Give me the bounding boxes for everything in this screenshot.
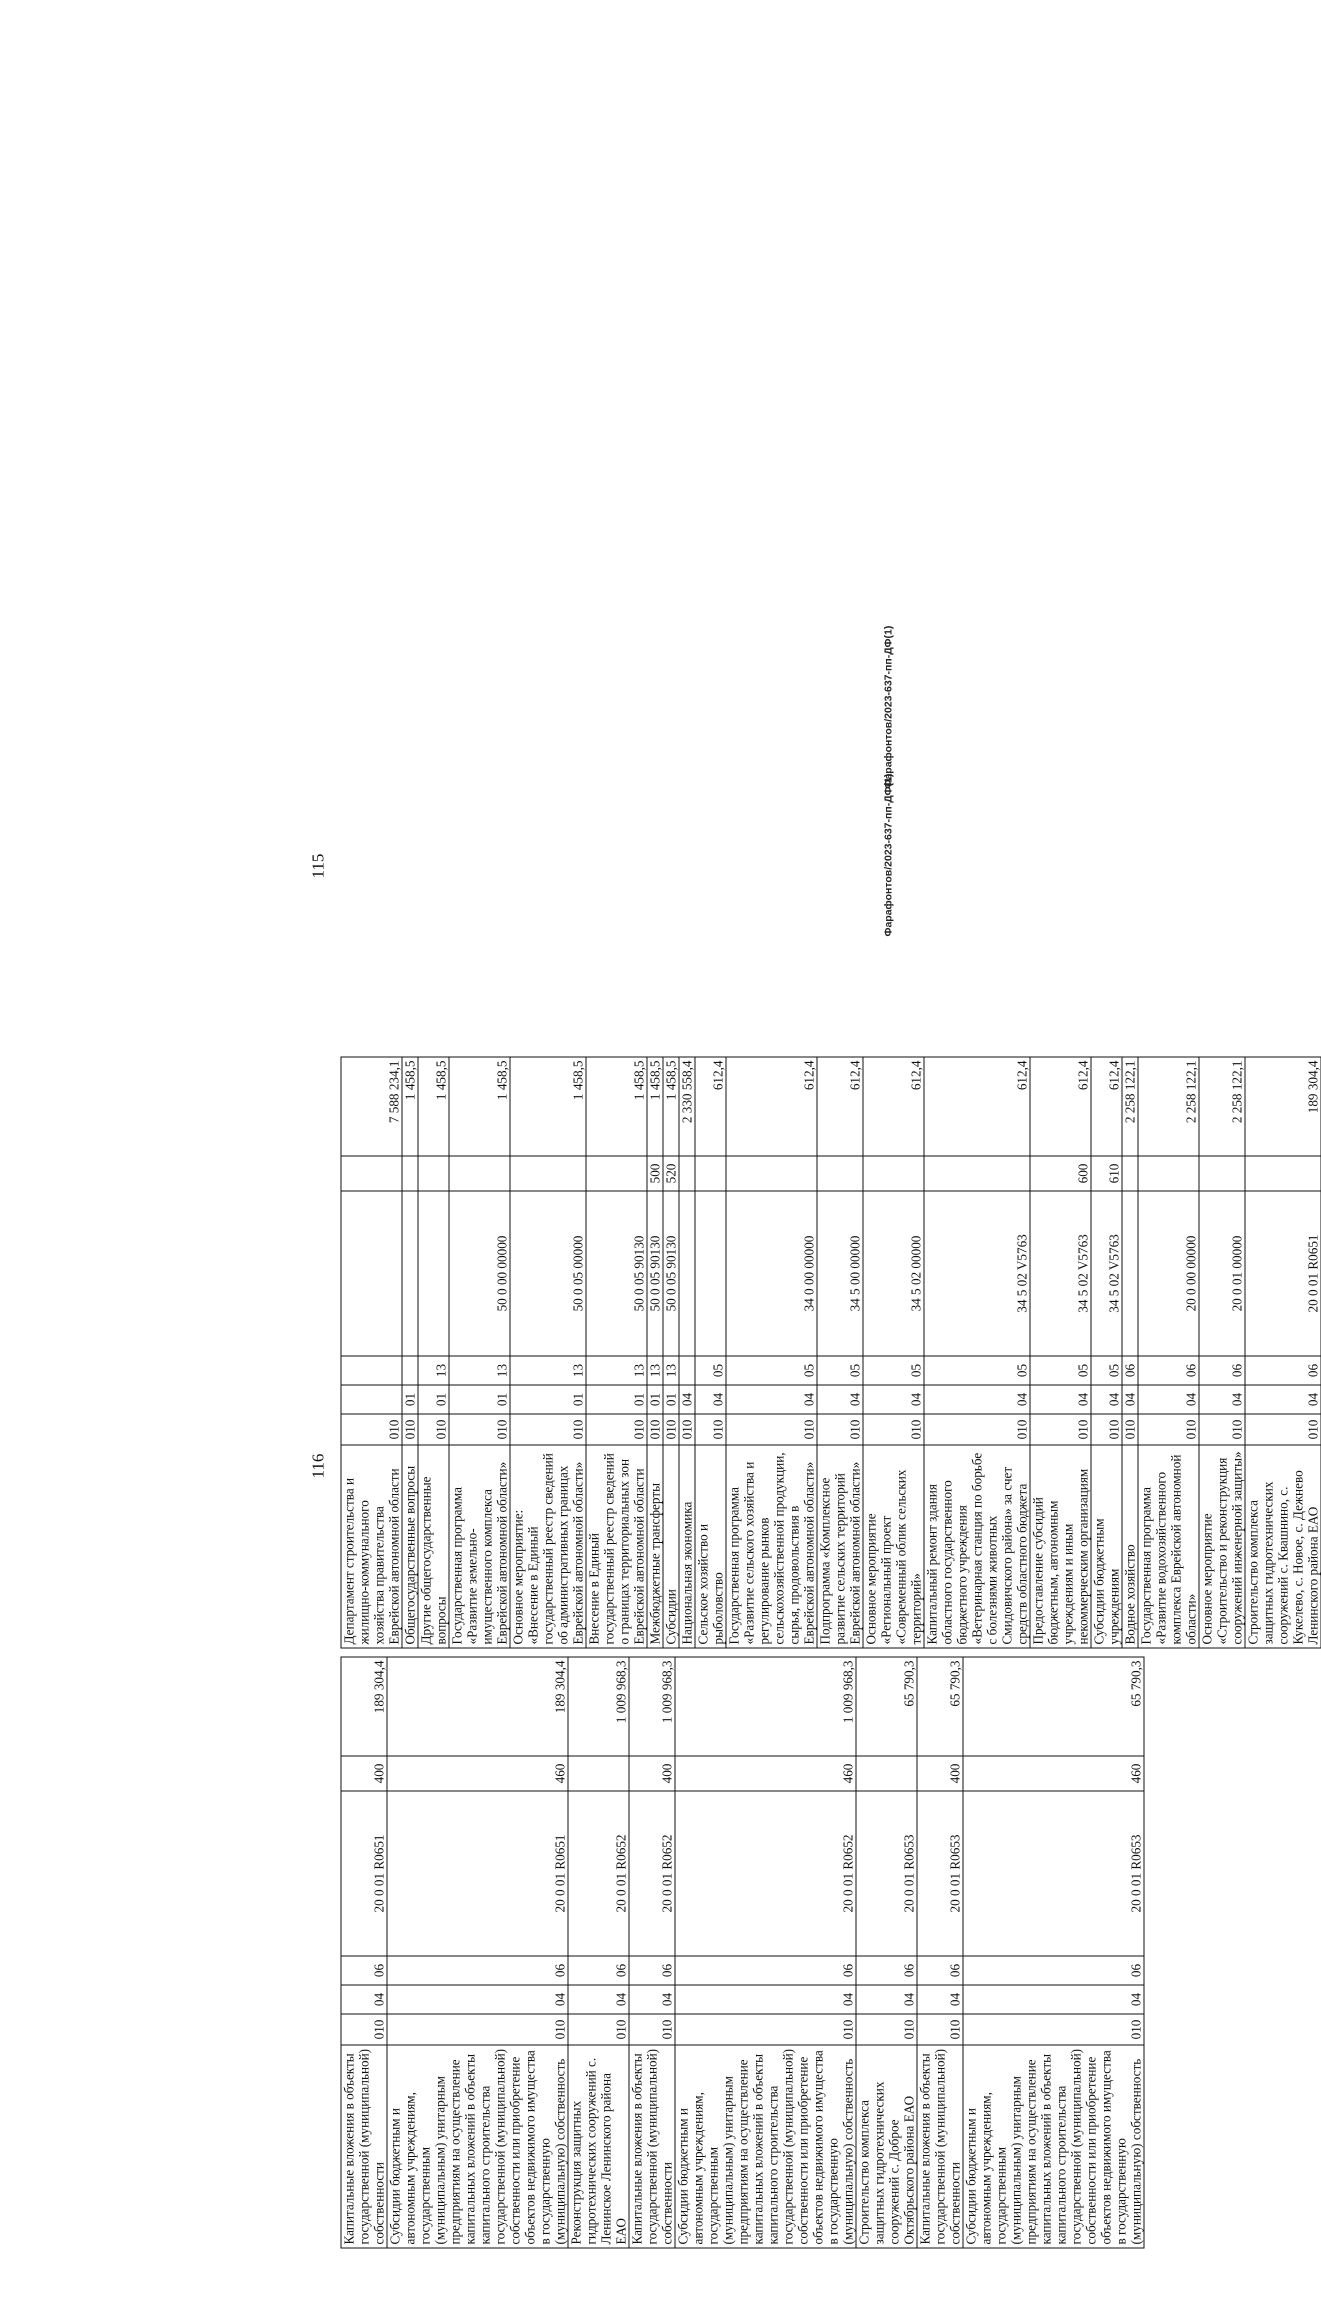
cell-cs: 20 0 01 R0651 [341,1791,387,1956]
cell-ps: 13 [663,1356,679,1385]
page-number: 115 [308,853,327,879]
cell-pr: 01 [663,1385,679,1414]
cell-gr: 010 [726,1414,817,1445]
cell-sum: 1 458,5 [402,1057,418,1156]
row-name: Капитальные вложения в объекты государственной (муниципальной) собственности [917,2045,963,2248]
cell-cs: 20 0 01 R0652 [675,1791,856,1956]
cell-ps: 06 [1138,1356,1199,1385]
cell-ps: 06 [1199,1356,1245,1385]
row-name: Субсидии [663,1445,679,1648]
cell-pr: 01 [418,1385,449,1414]
cell-pr: 04 [817,1385,863,1414]
cell-pr: 04 [1245,1385,1321,1414]
row-name: Подпрограмма «Комплексное развитие сельских территорий Еврейской автономной области» [817,1445,863,1648]
cell-sum: 1 458,5 [647,1057,663,1156]
cell-ps: 05 [726,1356,817,1385]
row-name: Основное мероприятие: «Внесение в Единый государственный реестр сведений об административных границах Еврейской автономной области» [510,1445,586,1648]
cell-pr: 04 [679,1385,695,1414]
cell-cs: 34 5 02 V5763 [924,1191,1030,1356]
cell-vr [856,1756,917,1791]
cell-gr: 010 [568,2014,629,2045]
cell-pr: 04 [856,1985,917,2014]
cell-ps: 06 [387,1956,568,1985]
cell-cs: 20 0 01 R0651 [387,1791,568,1956]
cell-ps: 05 [924,1356,1030,1385]
cell-sum: 1 458,5 [663,1057,679,1156]
cell-vr: 400 [917,1756,963,1791]
row-name: Департамент строительства и жилищно-коммунального хозяйства правительства Еврейской автономной области [341,1445,402,1648]
cell-pr: 04 [568,1985,629,2014]
cell-cs: 50 0 05 90130 [647,1191,663,1356]
cell-cs: 20 0 01 00000 [1199,1191,1245,1356]
cell-ps: 13 [449,1356,510,1385]
table-row [1122,1057,1138,1648]
cell-vr [1122,1156,1138,1191]
table-row [924,1057,1030,1648]
cell-sum: 1 458,5 [510,1057,586,1156]
cell-sum: 612,4 [924,1057,1030,1156]
row-name: Общегосударственные вопросы [402,1445,418,1648]
cell-cs: 34 5 02 V5763 [1030,1191,1091,1356]
cell-sum: 612,4 [1030,1057,1091,1156]
row-name: Основное мероприятие «Строительство и реконструкция сооружений инженерной защиты» [1199,1445,1245,1648]
row-name: Субсидии бюджетным и автономным учреждениям, государственным (муниципальным) унитарным предприятиям на осуществление капитальных вложений в объекты капитального строительства государственной (муниципальной) собственности или приобретение объектов недвижимого имущества в государственную (муниципальную) собственность [963,2045,1144,2248]
cell-sum: 612,4 [695,1057,726,1156]
table-row [1199,1057,1245,1648]
cell-pr: 04 [675,1985,856,2014]
cell-gr: 010 [856,2014,917,2045]
table-row [856,1657,917,2248]
budget-table [340,1657,1144,2249]
cell-gr: 010 [695,1414,726,1445]
row-name: Водное хозяйство [1122,1445,1138,1648]
table-row [629,1657,675,2248]
table-row [1138,1057,1199,1648]
cell-cs: 34 0 00 00000 [726,1191,817,1356]
table-row [568,1657,629,2248]
cell-cs: 20 0 00 00000 [1138,1191,1199,1356]
footer-code: Фарафонтов/2023-637-пп-ДФ(1) [882,625,894,789]
cell-sum: 2 258 122,1 [1122,1057,1138,1156]
cell-vr [1245,1156,1321,1191]
cell-vr [1199,1156,1245,1191]
cell-sum: 2 330 558,4 [679,1057,695,1156]
cell-ps: 13 [586,1356,647,1385]
cell-pr: 04 [726,1385,817,1414]
row-name: Предоставление субсидий бюджетным, автономным учреждениям и иным некоммерческим организациям [1030,1445,1091,1648]
row-name: Строительство комплекса защитных гидротехнических сооружений с. Квашнино, с. Кукелево, с. Новое, с. Дежнево Ленинского района ЕАО [1245,1445,1321,1648]
cell-pr: 01 [510,1385,586,1414]
row-name: Капитальные вложения в объекты государственной (муниципальной) собственности [341,2045,387,2248]
cell-sum: 1 458,5 [418,1057,449,1156]
cell-sum: 2 258 122,1 [1199,1057,1245,1156]
cell-vr: 460 [387,1756,568,1791]
cell-gr: 010 [817,1414,863,1445]
cell-sum: 612,4 [1091,1057,1122,1156]
cell-sum: 189 304,4 [341,1657,387,1756]
cell-sum: 65 790,3 [856,1657,917,1756]
cell-vr [924,1156,1030,1191]
table-row [917,1657,963,2248]
cell-cs: 20 0 01 R0651 [1245,1191,1321,1356]
cell-sum: 1 009 968,3 [675,1657,856,1756]
cell-sum: 1 009 968,3 [629,1657,675,1756]
cell-pr: 04 [1030,1385,1091,1414]
row-name: Капитальный ремонт здания областного государственного бюджетного учреждения «Ветеринарная станция по борьбе с болезнями животных Смидовичского района» за счет средств областного бюджета [924,1445,1030,1648]
row-name: Государственная программа «Развитие земельно-имущественного комплекса Еврейской автономной области» [449,1445,510,1648]
cell-sum: 189 304,4 [1245,1057,1321,1156]
cell-ps: 06 [856,1956,917,1985]
cell-vr: 460 [963,1756,1144,1791]
cell-vr: 400 [629,1756,675,1791]
cell-pr: 01 [586,1385,647,1414]
cell-ps: 05 [695,1356,726,1385]
cell-pr: 01 [647,1385,663,1414]
table-row [387,1657,568,2248]
cell-ps: 06 [675,1956,856,1985]
cell-vr: 610 [1091,1156,1122,1191]
cell-cs: 20 0 01 R0652 [568,1791,629,1956]
cell-gr: 010 [402,1414,418,1445]
page-number: 116 [308,1453,327,1479]
cell-sum: 2 258 122,1 [1138,1057,1199,1156]
cell-sum: 65 790,3 [917,1657,963,1756]
table-row [963,1657,1144,2248]
cell-gr: 010 [1138,1414,1199,1445]
row-name: Внесение в Единый государственный реестр сведений о границах территориальных зон Еврейской автономной области [586,1445,647,1648]
cell-gr: 010 [1199,1414,1245,1445]
cell-vr: 500 [647,1156,663,1191]
cell-cs: 50 0 05 90130 [586,1191,647,1356]
cell-sum: 65 790,3 [963,1657,1144,1756]
cell-ps: 13 [510,1356,586,1385]
cell-ps: 06 [1245,1356,1321,1385]
cell-cs: 34 5 02 00000 [863,1191,924,1356]
cell-gr: 010 [1245,1414,1321,1445]
cell-gr: 010 [586,1414,647,1445]
cell-cs [1122,1191,1138,1356]
row-name: Капитальные вложения в объекты государственной (муниципальной) собственности [629,2045,675,2248]
cell-ps: 06 [963,1956,1144,1985]
cell-pr: 04 [695,1385,726,1414]
row-name: Строительство комплекса защитных гидротехнических сооружений с. Доброе Октябрьского района ЕАО [856,2045,917,2248]
cell-pr: 04 [1199,1385,1245,1414]
cell-ps: 05 [1030,1356,1091,1385]
cell-pr: 04 [863,1385,924,1414]
cell-pr: 04 [341,1985,387,2014]
cell-gr: 010 [629,2014,675,2045]
table-row [1030,1057,1091,1648]
cell-gr: 010 [863,1414,924,1445]
cell-gr: 010 [341,2014,387,2045]
cell-gr: 010 [418,1414,449,1445]
cell-sum: 1 009 968,3 [568,1657,629,1756]
row-name: Межбюджетные трансферты [647,1445,663,1648]
cell-gr: 010 [924,1414,1030,1445]
cell-sum: 7 588 234,1 [341,1057,402,1156]
table-row [675,1657,856,2248]
cell-cs: 50 0 05 90130 [663,1191,679,1356]
cell-gr: 010 [679,1414,695,1445]
cell-vr: 400 [341,1756,387,1791]
cell-ps: 05 [1091,1356,1122,1385]
cell-ps: 06 [917,1956,963,1985]
cell-gr: 010 [1091,1414,1122,1445]
cell-cs: 50 0 00 00000 [449,1191,510,1356]
cell-gr: 010 [663,1414,679,1445]
row-name: Основное мероприятие «Региональный проект «Современный облик сельских территорий» [863,1445,924,1648]
cell-sum: 1 458,5 [449,1057,510,1156]
row-name: Государственная программа «Развитие водохозяйственного комплекса Еврейской автономной области» [1138,1445,1199,1648]
cell-cs: 20 0 01 R0653 [856,1791,917,1956]
cell-sum: 1 458,5 [586,1057,647,1156]
row-name: Субсидии бюджетным и автономным учреждениям, государственным (муниципальным) унитарным предприятиям на осуществление капитальных вложений в объекты капитального строительства государственной (муниципальной) собственности или приобретение объектов недвижимого имущества в государственную (муниципальную) собственность [675,2045,856,2248]
cell-ps: 05 [817,1356,863,1385]
row-name: Государственная программа «Развитие сельского хозяйства и регулирование рынков сельскохозяйственной продукции, сырья, продовольствия в Еврейской автономной области» [726,1445,817,1648]
cell-gr: 010 [341,1414,402,1445]
cell-ps: 06 [1122,1356,1138,1385]
cell-pr: 01 [402,1385,418,1414]
cell-gr: 010 [1122,1414,1138,1445]
footer-code: Фарафонтов/2023-637-пп-ДФ(1) [882,773,894,937]
row-name: Сельское хозяйство и рыболовство [695,1445,726,1648]
cell-pr: 04 [924,1385,1030,1414]
cell-pr: 04 [963,1985,1144,2014]
row-name: Субсидии бюджетным учреждениям [1091,1445,1122,1648]
cell-vr: 520 [663,1156,679,1191]
table-row [1245,1057,1321,1648]
row-name: Субсидии бюджетным и автономным учреждениям, государственным (муниципальным) унитарным предприятиям на осуществление капитальных вложений в объекты капитального строительства государственной (муниципальной) собственности или приобретение объектов недвижимого имущества в государственную (муниципальную) собственность [387,2045,568,2248]
table-row [1091,1057,1122,1648]
cell-pr: 04 [1138,1385,1199,1414]
cell-ps: 06 [568,1956,629,1985]
cell-gr: 010 [387,2014,568,2045]
cell-cs: 34 5 02 V5763 [1091,1191,1122,1356]
cell-gr: 010 [449,1414,510,1445]
cell-sum: 189 304,4 [387,1657,568,1756]
cell-pr: 04 [917,1985,963,2014]
cell-cs: 20 0 01 R0653 [963,1791,1144,1956]
cell-vr: 460 [675,1756,856,1791]
cell-vr [568,1756,629,1791]
cell-ps: 13 [418,1356,449,1385]
cell-cs: 50 0 05 00000 [510,1191,586,1356]
cell-pr: 04 [387,1985,568,2014]
cell-gr: 010 [963,2014,1144,2045]
cell-pr: 01 [449,1385,510,1414]
cell-cs: 20 0 01 R0653 [917,1791,963,1956]
cell-pr: 04 [629,1985,675,2014]
cell-ps: 06 [629,1956,675,1985]
cell-pr: 04 [1091,1385,1122,1414]
row-name: Другие общегосударственные вопросы [418,1445,449,1648]
cell-ps: 13 [647,1356,663,1385]
cell-sum: 612,4 [726,1057,817,1156]
cell-gr: 010 [510,1414,586,1445]
cell-gr: 010 [917,2014,963,2045]
cell-gr: 010 [647,1414,663,1445]
cell-ps: 05 [863,1356,924,1385]
cell-gr: 010 [675,2014,856,2045]
cell-gr: 010 [1030,1414,1091,1445]
cell-vr [1138,1156,1199,1191]
cell-pr: 04 [1122,1385,1138,1414]
cell-ps: 06 [341,1956,387,1985]
table-row [341,1657,387,2248]
cell-sum: 612,4 [817,1057,863,1156]
cell-cs: 34 5 00 00000 [817,1191,863,1356]
row-name: Национальная экономика [679,1445,695,1648]
cell-cs: 20 0 01 R0652 [629,1791,675,1956]
cell-vr: 600 [1030,1156,1091,1191]
cell-sum: 612,4 [863,1057,924,1156]
row-name: Реконструкция защитных гидротехнических сооружений с. Ленинское Ленинского района ЕАО [568,2045,629,2248]
